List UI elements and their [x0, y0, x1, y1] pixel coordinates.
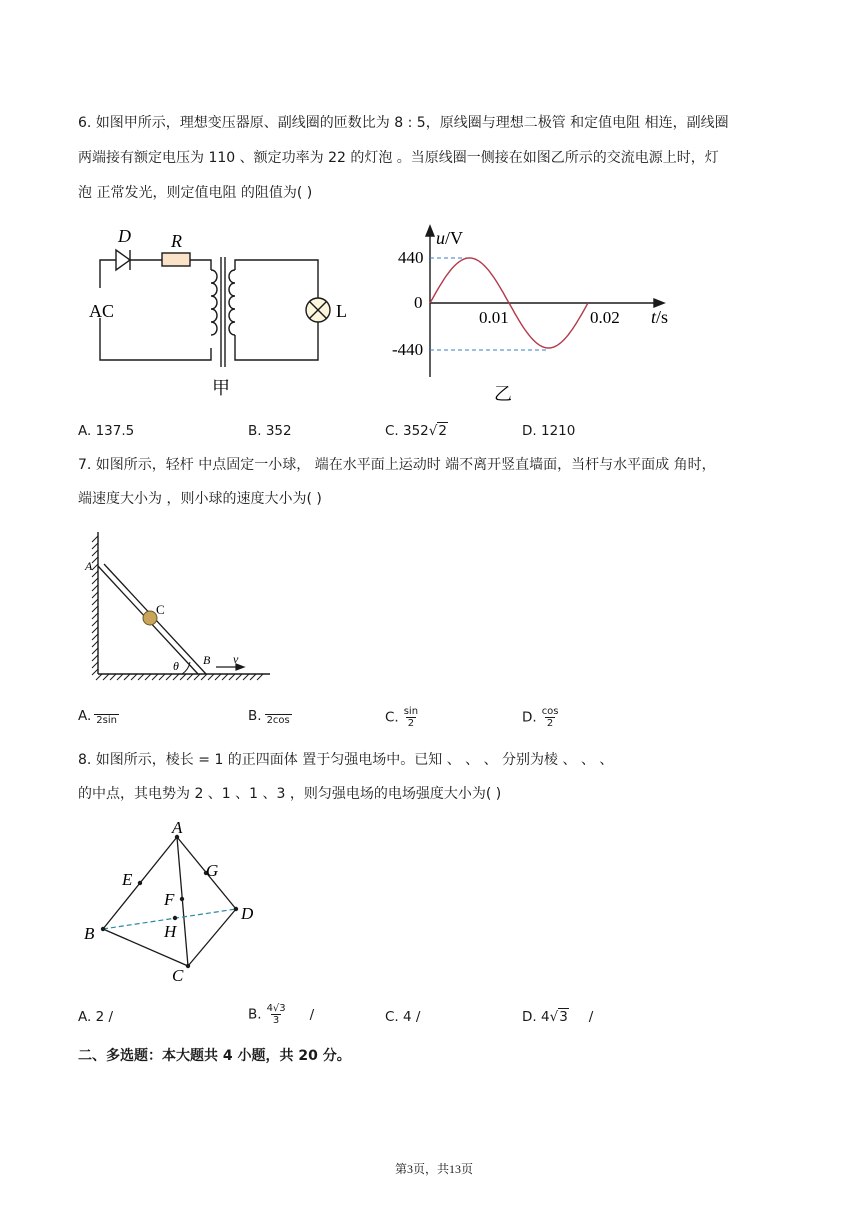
vertex-a-label: A: [172, 818, 183, 837]
tick-0-02: 0.02: [590, 308, 620, 327]
q8-option-a[interactable]: A. 2 /: [78, 1009, 114, 1025]
x-axis-label: t/s: [651, 307, 669, 327]
point-a-label: A: [85, 559, 93, 573]
q7-line2: 端速度大小为 ，则小球的速度大小为( ): [78, 491, 322, 507]
midpoint-h-label: H: [164, 922, 177, 941]
q7-line1: 7. 如图所示，轻杆 中点固定一小球， 端在水平面上运动时 端不离开竖直墙面，当杆与水平面成 角时，: [78, 457, 716, 473]
point-c-label: C: [156, 602, 165, 617]
figure-caption-yi: 乙: [494, 384, 512, 404]
point-b-label: B: [203, 653, 211, 667]
q7-option-d[interactable]: D. $\frac{\cos}{2}$: [522, 706, 559, 729]
tick-440: 440: [398, 248, 424, 267]
page-footer: 第3页，共13页: [394, 1162, 473, 1176]
rod-wall-figure: [78, 528, 278, 688]
diode-label: D: [118, 226, 131, 246]
q8-option-b[interactable]: B. $\frac{4√3}{3}$ /: [248, 1003, 315, 1026]
midpoint-e-label: E: [122, 870, 133, 889]
theta-label: θ: [173, 659, 179, 673]
section-heading-multiple-choice: 二、多选题：本大题共 4 小题，共 20 分。: [78, 1048, 351, 1064]
tick-neg-440: -440: [392, 340, 424, 359]
ac-source-label: AC: [89, 301, 115, 321]
q6-option-d[interactable]: D. 1210: [522, 423, 576, 439]
vertex-b-label: B: [84, 924, 95, 943]
q6-option-a[interactable]: A. 137.5: [78, 423, 135, 439]
y-axis-label: u/V: [436, 228, 463, 248]
resistor-label: R: [171, 231, 182, 251]
figure-caption-jia: 甲: [212, 378, 230, 398]
midpoint-f-label: F: [164, 890, 175, 909]
q6-line1: 6. 如图甲所示，理想变压器原、副线圈的匝数比为 8 : 5，原线圈与理想二极管 和定值电阻 相连，副线圈: [78, 115, 729, 131]
vertex-d-label: D: [241, 904, 254, 923]
q6-option-c[interactable]: C. 352√2: [385, 423, 447, 439]
vertex-c-label: C: [172, 966, 184, 985]
q6-option-b[interactable]: B. 352: [248, 423, 292, 439]
q8-line1: 8. 如图所示，棱长 = 1 的正四面体 置于匀强电场中。已知 、 、 、 分别为棱 、 、 、: [78, 752, 614, 768]
midpoint-g-label: G: [206, 861, 219, 880]
q8-option-d[interactable]: D. 4√3 /: [522, 1009, 594, 1025]
lamp-label: L: [336, 301, 347, 321]
tetrahedron-figure: [78, 815, 278, 990]
q8-option-c[interactable]: C. 4 /: [385, 1009, 421, 1025]
tick-zero: 0: [414, 293, 423, 312]
q7-option-b[interactable]: B. 2cos: [248, 708, 290, 726]
q6-line2: 两端接有额定电压为 110 、额定功率为 22 的灯泡 。当原线圈一侧接在如图乙所示的交流电源上时，灯: [78, 150, 719, 166]
velocity-label: v: [233, 652, 239, 666]
q7-option-c[interactable]: C. $\frac{\sin}{2}$: [385, 706, 419, 729]
q7-option-a[interactable]: A. 2sin: [78, 708, 117, 726]
tick-0-01: 0.01: [479, 308, 509, 327]
voltage-waveform-graph: [388, 222, 678, 407]
transformer-circuit-figure: [80, 222, 370, 407]
q6-line3: 泡 正常发光，则定值电阻 的阻值为( ): [78, 185, 313, 201]
q8-line2: 的中点，其电势为 2 、1 、1 、3 ，则匀强电场的电场强度大小为( ): [78, 786, 502, 802]
